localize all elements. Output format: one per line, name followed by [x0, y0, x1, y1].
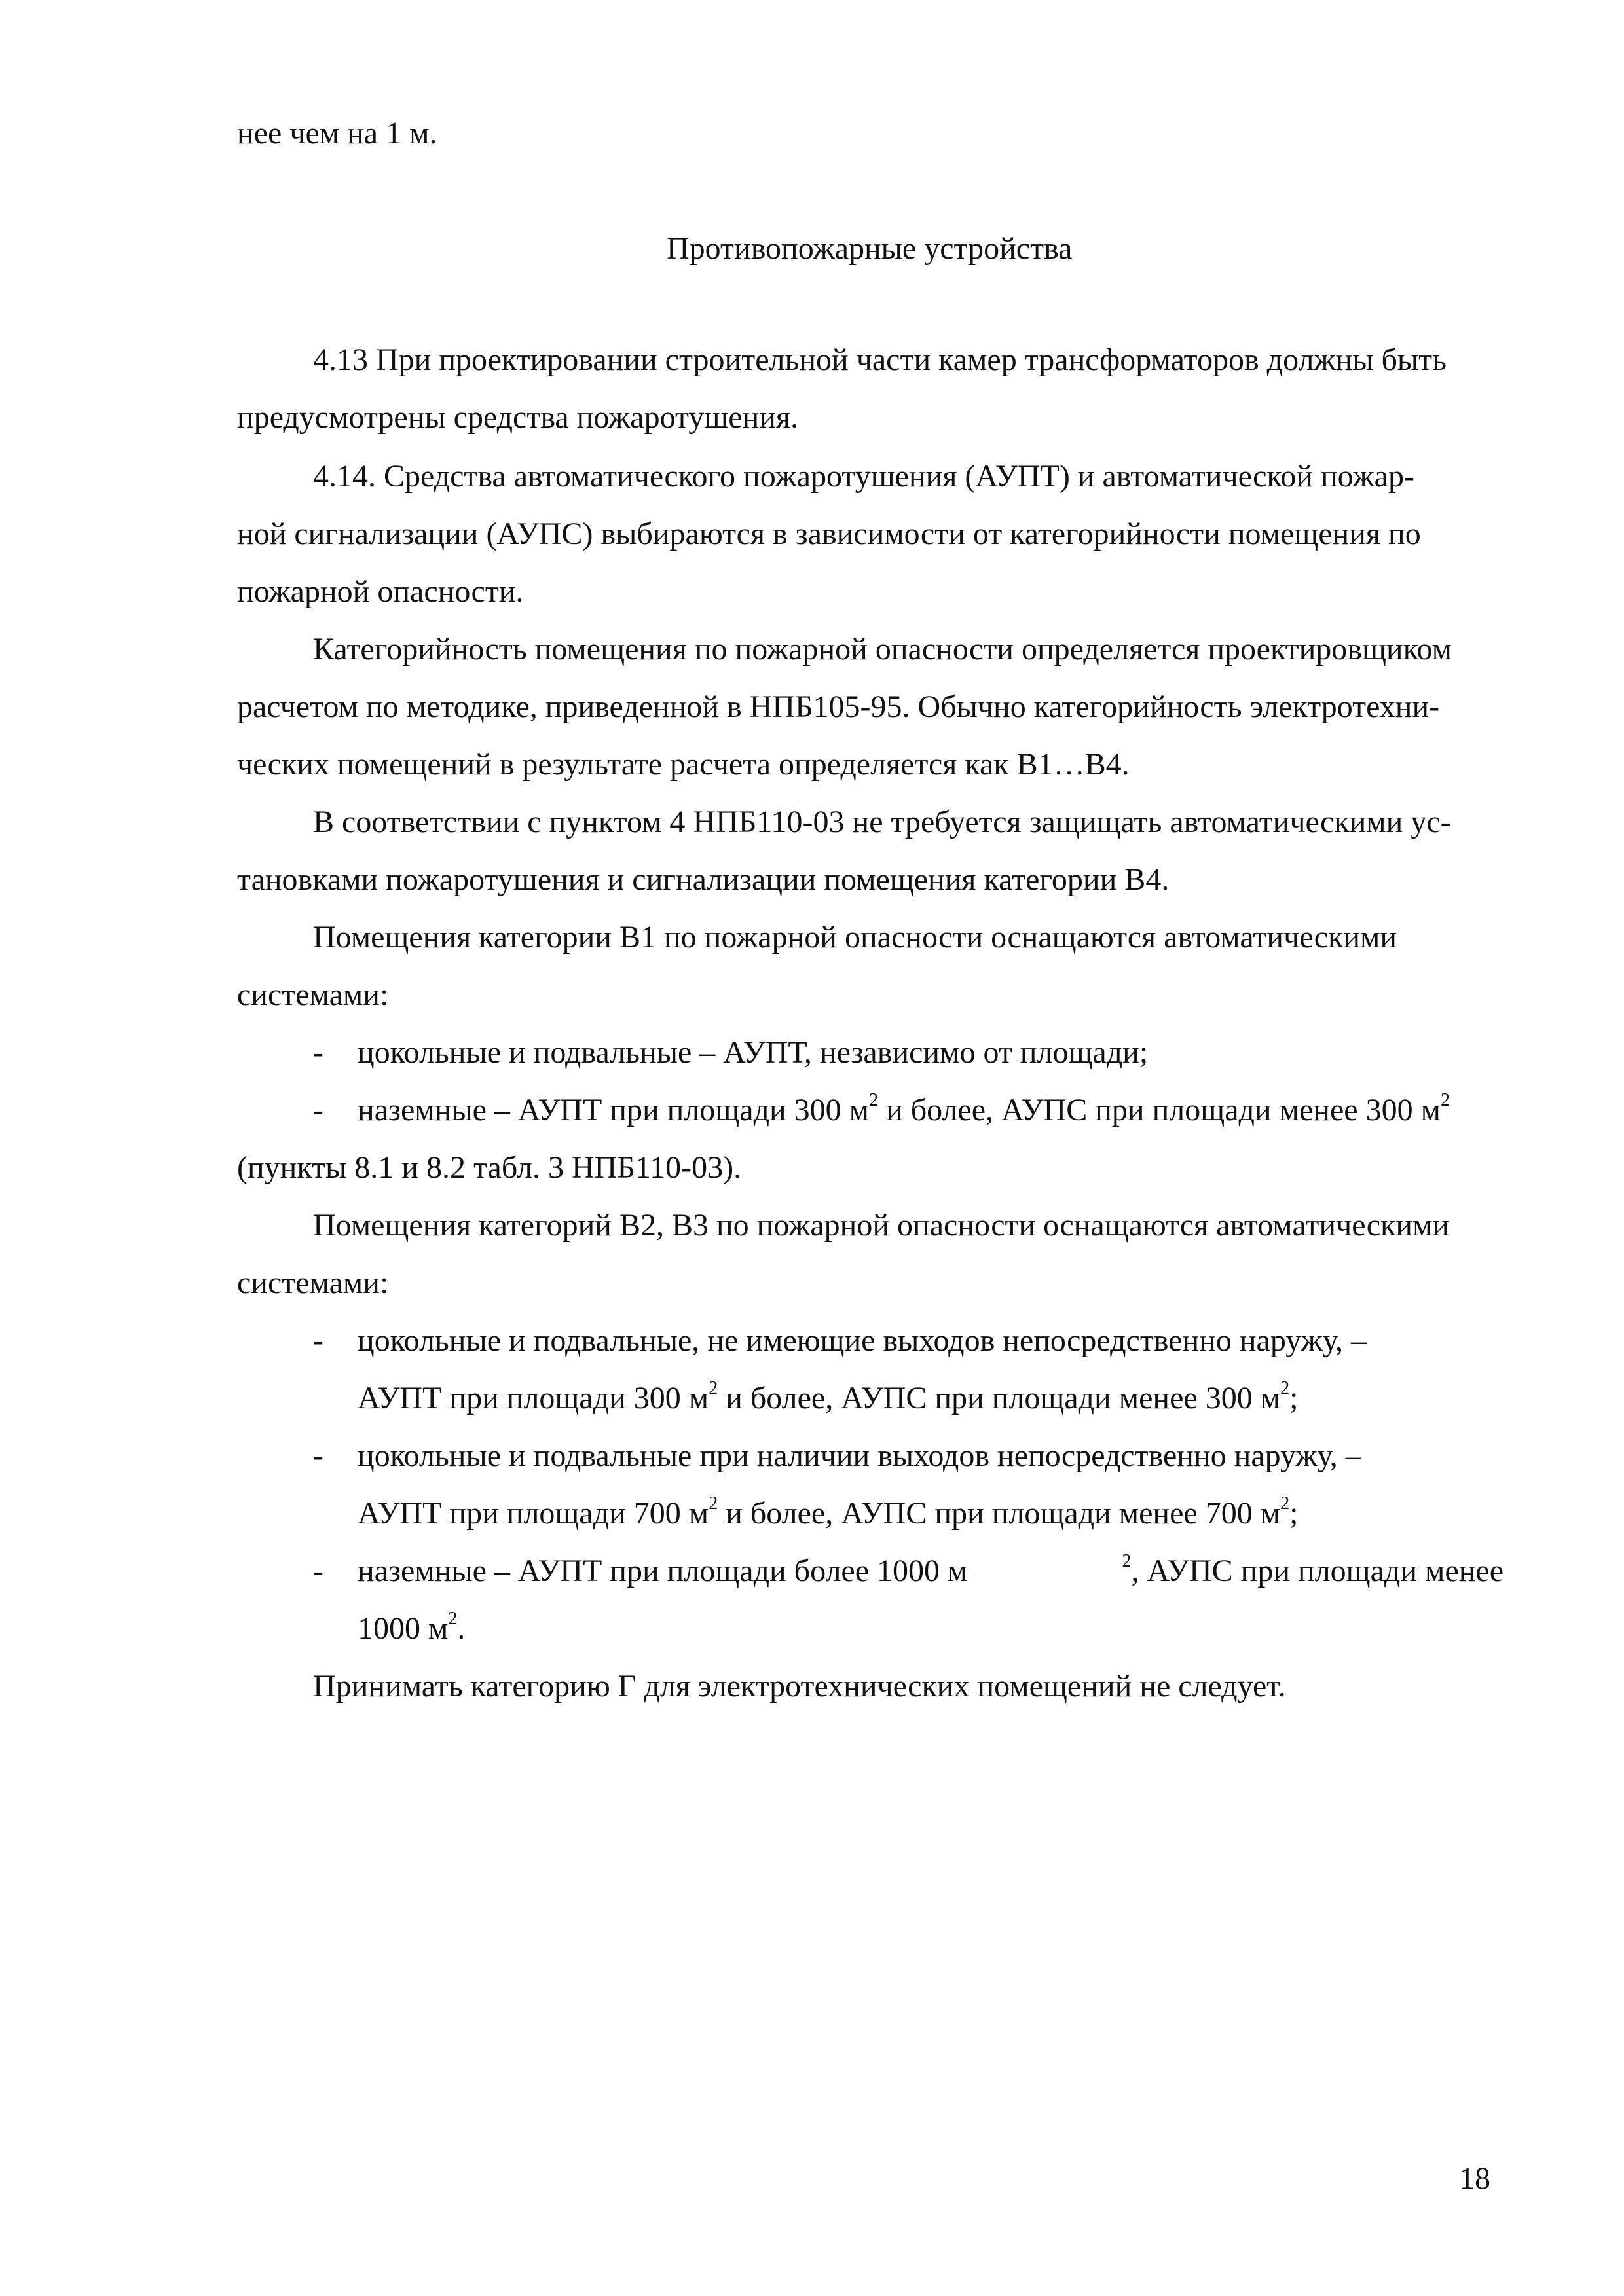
list-dash: -: [313, 1093, 323, 1127]
list-item-b23-3-line-1: [358, 1553, 1504, 1590]
section-heading: Противопожарные устройства: [667, 231, 1073, 266]
text-span: наземные – АУПТ при площади 300 м: [358, 1093, 870, 1127]
superscript: 2: [1280, 1493, 1290, 1514]
text-span: АУПТ при площади 700 м: [358, 1496, 709, 1531]
paragraph-category-line-2: расчетом по методике, приведенной в НПБ105-95. Обычно категорийность электротехни-: [237, 689, 1440, 724]
paragraph-4-14-line-1: 4.14. Средства автоматического пожаротушения (АУПТ) и автоматической пожар-: [313, 459, 1414, 494]
text-span: ;: [1289, 1381, 1299, 1415]
paragraph-4-13-line-2: предусмотрены средства пожаротушения.: [237, 400, 799, 435]
paragraph-category-line-3: ческих помещений в результате расчета определяется как В1…В4.: [237, 747, 1130, 782]
text-span: [1122, 1553, 1504, 1590]
text-span: и более, АУПС при площади менее 700 м: [718, 1496, 1281, 1531]
paragraph-category-line-1: Категорийность помещения по пожарной опасности определяется проектировщиком: [313, 632, 1452, 666]
superscript: 2: [869, 1090, 879, 1110]
superscript: 2: [709, 1378, 718, 1398]
list-item-b23-1-line-1: цокольные и подвальные, не имеющие выходов непосредственно наружу, –: [358, 1323, 1367, 1358]
text-span: и более, АУПС при площади менее 300 м: [878, 1093, 1441, 1127]
superscript: 2: [709, 1493, 718, 1514]
list-item-b1-1: цокольные и подвальные – АУПТ, независимо от площади;: [358, 1035, 1149, 1070]
text-span: и более, АУПС при площади менее 300 м: [718, 1381, 1281, 1415]
paragraph-b23-line-1: Помещения категорий В2, В3 по пожарной опасности оснащаются автоматическими: [313, 1208, 1450, 1243]
text-span: 1000 м: [358, 1611, 449, 1646]
list-dash: -: [313, 1554, 323, 1588]
list-dash: -: [313, 1438, 323, 1473]
text-span: АУПТ при площади 300 м: [358, 1381, 709, 1415]
page-number: 18: [1459, 2161, 1490, 2196]
paragraph-b1-line-1: Помещения категории В1 по пожарной опасности оснащаются автоматическими: [313, 920, 1397, 955]
list-item-b23-2-line-2: [358, 1495, 1298, 1532]
superscript: 2: [1440, 1090, 1450, 1110]
closing-paragraph: Принимать категорию Г для электротехнических помещений не следует.: [313, 1669, 1286, 1704]
list-item-b23-2-line-1: цокольные и подвальные при наличии выходов непосредственно наружу, –: [358, 1438, 1361, 1473]
paragraph-4-13-line-1: 4.13 При проектировании строительной части камер трансформаторов должны быть: [313, 342, 1447, 377]
text-span: , АУПС при площади менее: [1131, 1554, 1504, 1588]
list-item-b23-3-line-2: [358, 1611, 465, 1647]
superscript: 2: [1280, 1378, 1290, 1398]
paragraph-4-14-line-3: пожарной опасности.: [237, 574, 524, 609]
list-item-b1-2: [358, 1092, 1450, 1129]
list-item-b23-1-line-2: [358, 1380, 1298, 1417]
superscript: 2: [448, 1609, 458, 1629]
text-span: наземные – АУПТ при площади более 1000 м: [358, 1554, 968, 1588]
list-item-b1-2-line-2: (пункты 8.1 и 8.2 табл. 3 НПБ110-03).: [237, 1150, 742, 1185]
paragraph-b23-line-2: системами:: [237, 1266, 389, 1300]
text-span: .: [457, 1611, 466, 1646]
text-span: ;: [1289, 1496, 1299, 1531]
list-dash: -: [313, 1035, 323, 1070]
paragraph-npb-line-1: В соответствии с пунктом 4 НПБ110-03 не требуется защищать автоматическими ус-: [313, 805, 1451, 839]
text-span: [358, 1553, 1045, 1590]
text-line: нее чем на 1 м.: [237, 116, 437, 151]
superscript: 2: [1122, 1551, 1132, 1571]
list-dash: -: [313, 1323, 323, 1358]
paragraph-npb-line-2: тановками пожаротушения и сигнализации помещения категории В4.: [237, 862, 1170, 897]
paragraph-b1-line-2: системами:: [237, 977, 389, 1012]
paragraph-4-14-line-2: ной сигнализации (АУПС) выбираются в зависимости от категорийности помещения по: [237, 517, 1421, 551]
